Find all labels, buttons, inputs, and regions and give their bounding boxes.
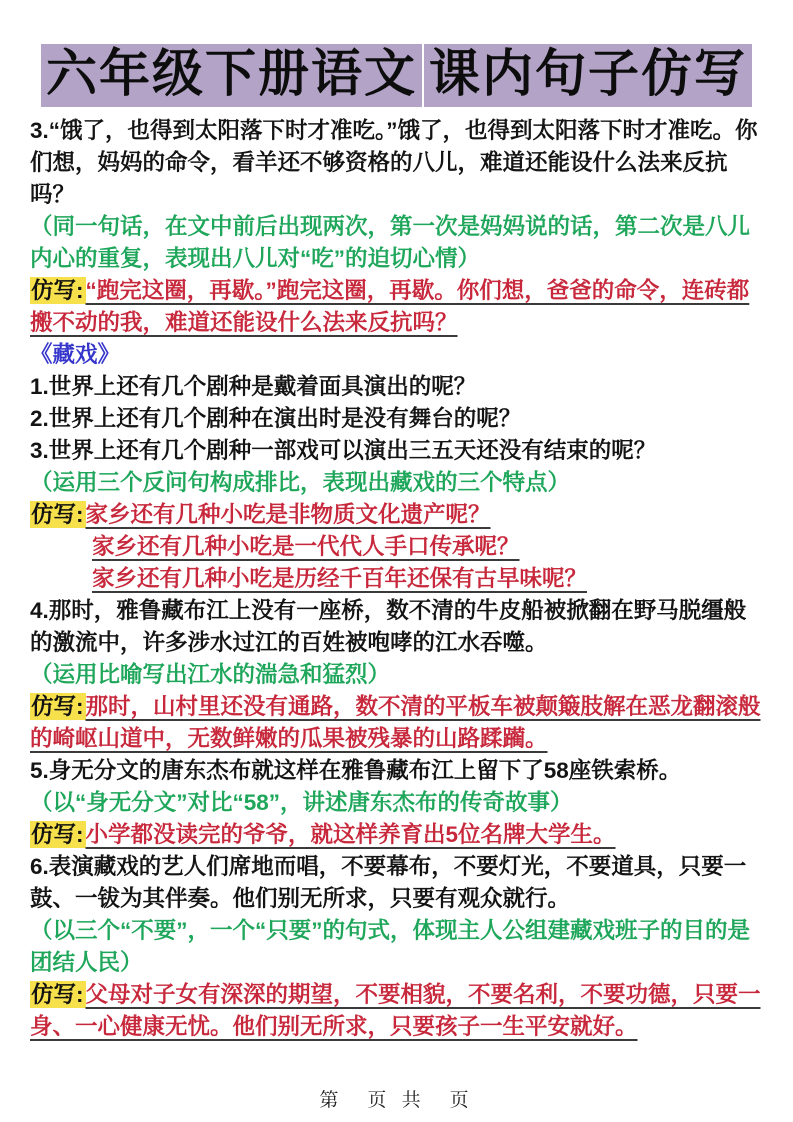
imitation-text: 小学都没读完的爷爷，就这样养育出5位名牌大学生。 bbox=[85, 822, 616, 847]
item-3-annotation: （同一句话，在文中前后出现两次，第一次是妈妈说的话，第二次是八儿内心的重复，表现出八儿对“吃”的迫切心情） bbox=[30, 214, 751, 271]
imitation-text: 那时，山村里还没有通路，数不清的平板车被颠簸肢解在恶龙翻滚般的崎岖山道中，无数鲜嫩的瓜果被残暴的山路蹂躏。 bbox=[30, 694, 761, 751]
imitation-block-4 bbox=[30, 819, 767, 851]
imitation-text-line-2: 家乡还有几种小吃是一代代人手口传承呢？ bbox=[92, 534, 520, 559]
imitation-text: “跑完这圈，再歇。”跑完这圈，再歇。你们想，爸爸的命令，连砖都搬不动的我，难道还能设什么法来反抗吗？ bbox=[30, 278, 750, 335]
imitation-block-5 bbox=[30, 979, 767, 1043]
item-5-annotation: （以“身无分文”对比“58”，讲述唐东杰布的传奇故事） bbox=[30, 790, 573, 815]
item-4-sentence: 4.那时，雅鲁藏布江上没有一座桥，数不清的牛皮船被掀翻在野马脱缰般的激流中，许多涉水过江的百姓被咆哮的江水吞噬。 bbox=[30, 598, 747, 655]
item-4-annotation: （运用比喻写出江水的湍急和猛烈） bbox=[30, 662, 391, 687]
imitation-text-line-3: 家乡还有几种小吃是历经千百年还保有古早味呢？ bbox=[92, 566, 588, 591]
imitation-block-2-continuation bbox=[30, 531, 767, 563]
page-number-footer: 第 页 共 页 bbox=[319, 1090, 474, 1111]
zangxi-question-3: 3.世界上还有几个剧种一部戏可以演出三五天还没有结束的呢？ bbox=[30, 438, 657, 463]
item-6-sentence: 6.表演藏戏的艺人们席地而唱，不要幕布，不要灯光，不要道具，只要一鼓、一钹为其伴奏。他们别无所求，只要有观众就行。 bbox=[30, 854, 747, 911]
imitation-block-2-continuation bbox=[30, 563, 767, 595]
imitation-label: 仿写: bbox=[31, 822, 84, 847]
page-title-part-1: 六年级下册语文 bbox=[41, 44, 422, 107]
item-6-annotation: （以三个“不要”，一个“只要”的句式，体现主人公组建藏戏班子的目的是团结人民） bbox=[30, 918, 751, 975]
imitation-label: 仿写: bbox=[31, 278, 84, 303]
section-title-zangxi: 《藏戏》 bbox=[30, 342, 121, 367]
zangxi-question-2: 2.世界上还有几个剧种在演出时是没有舞台的呢？ bbox=[30, 406, 522, 431]
imitation-label: 仿写: bbox=[31, 502, 84, 527]
item-3-sentence: 3.“饿了，也得到太阳落下时才准吃。”饿了，也得到太阳落下时才准吃。你们想，妈妈的命令，看羊还不够资格的八儿，难道还能设什么法来反抗吗？ bbox=[30, 118, 758, 207]
imitation-label: 仿写: bbox=[31, 694, 84, 719]
imitation-text-line-1: 家乡还有几种小吃是非物质文化遗产呢？ bbox=[85, 502, 491, 527]
item-5-sentence: 5.身无分文的唐东杰布就这样在雅鲁藏布江上留下了58座铁索桥。 bbox=[30, 758, 682, 783]
imitation-text: 父母对子女有深深的期望，不要相貌，不要名利，不要功德，只要一身、一心健康无忧。他们别无所求，只要孩子一生平安就好。 bbox=[30, 982, 761, 1039]
page-title-part-2: 课内句子仿写 bbox=[424, 44, 752, 107]
imitation-label: 仿写: bbox=[31, 982, 84, 1007]
zangxi-annotation: （运用三个反问句构成排比，表现出藏戏的三个特点） bbox=[30, 470, 571, 495]
imitation-block-2 bbox=[30, 499, 767, 531]
page-title bbox=[0, 44, 793, 107]
worksheet-body bbox=[30, 115, 767, 1043]
zangxi-question-1: 1.世界上还有几个剧种是戴着面具演出的呢？ bbox=[30, 374, 477, 399]
imitation-block-1 bbox=[30, 275, 767, 339]
imitation-block-3 bbox=[30, 691, 767, 755]
